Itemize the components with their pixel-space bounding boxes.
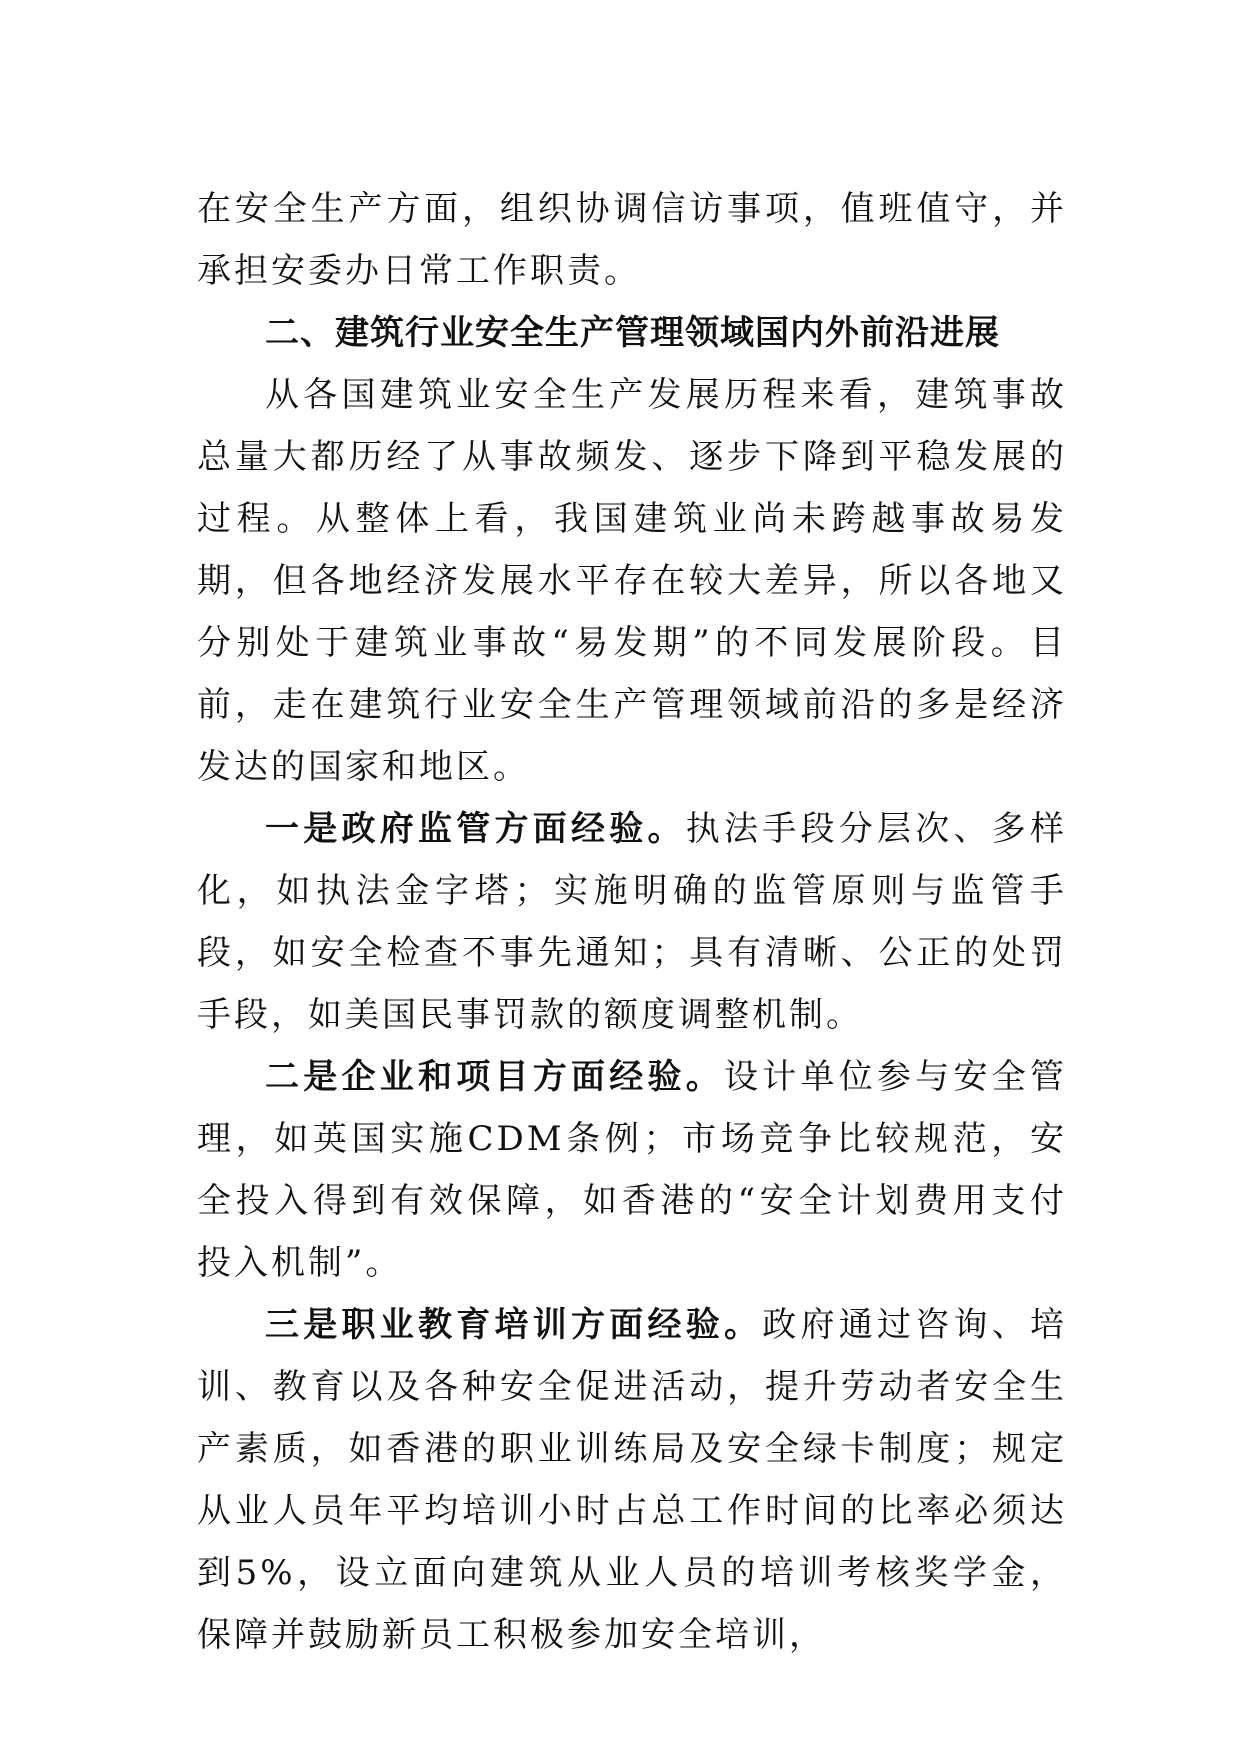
- paragraph-duties: 在安全生产方面，组织协调信访事项，值班值守，并承担安委办日常工作职责。: [197, 189, 1067, 291]
- body-government-experience: 执法手段分层次、多样化，如执法金字塔；实施明确的监管原则与监管手段，如安全检查不事先通知；具有清晰、公正的处罚手段，如美国民事罚款的额度调整机制。: [197, 809, 1067, 1035]
- lead-training-experience: 三是职业教育培训方面经验。: [265, 1305, 763, 1345]
- section-heading-frontier-progress: 二、建筑行业安全生产管理领域国内外前沿进展: [265, 313, 1000, 353]
- paragraph-training-experience: [197, 1294, 1067, 1666]
- lead-government-experience: 一是政府监管方面经验。: [265, 809, 686, 849]
- paragraph-overview: 从各国建筑业安全生产发展历程来看，建筑事故总量大都历经了从事故频发、逐步下降到平稳发展的过程。从整体上看，我国建筑业尚未跨越事故易发期，但各地经济发展水平存在较大差异，所以各地又分别处于建筑业事故“易发期”的不同发展阶段。目前，走在建筑行业安全生产管理领域前沿的多是经济发达的国家和地区。: [197, 375, 1067, 787]
- lead-enterprise-experience: 二是企业和项目方面经验。: [265, 1057, 724, 1097]
- paragraph-government-experience: [197, 798, 1067, 1046]
- document-body: [197, 178, 1067, 1666]
- body-enterprise-experience: 设计单位参与安全管理，如英国实施CDM条例；市场竞争比较规范，安全投入得到有效保障，如香港的“安全计划费用支付投入机制”。: [197, 1057, 1067, 1283]
- body-training-experience: 政府通过咨询、培训、教育以及各种安全促进活动，提升劳动者安全生产素质，如香港的职业训练局及安全绿卡制度；规定从业人员年平均培训小时占总工作时间的比率必须达到5%，设立面向建筑从业人员的培训考核奖学金，保障并鼓励新员工积极参加安全培训，: [197, 1305, 1067, 1655]
- paragraph-enterprise-experience: [197, 1046, 1067, 1294]
